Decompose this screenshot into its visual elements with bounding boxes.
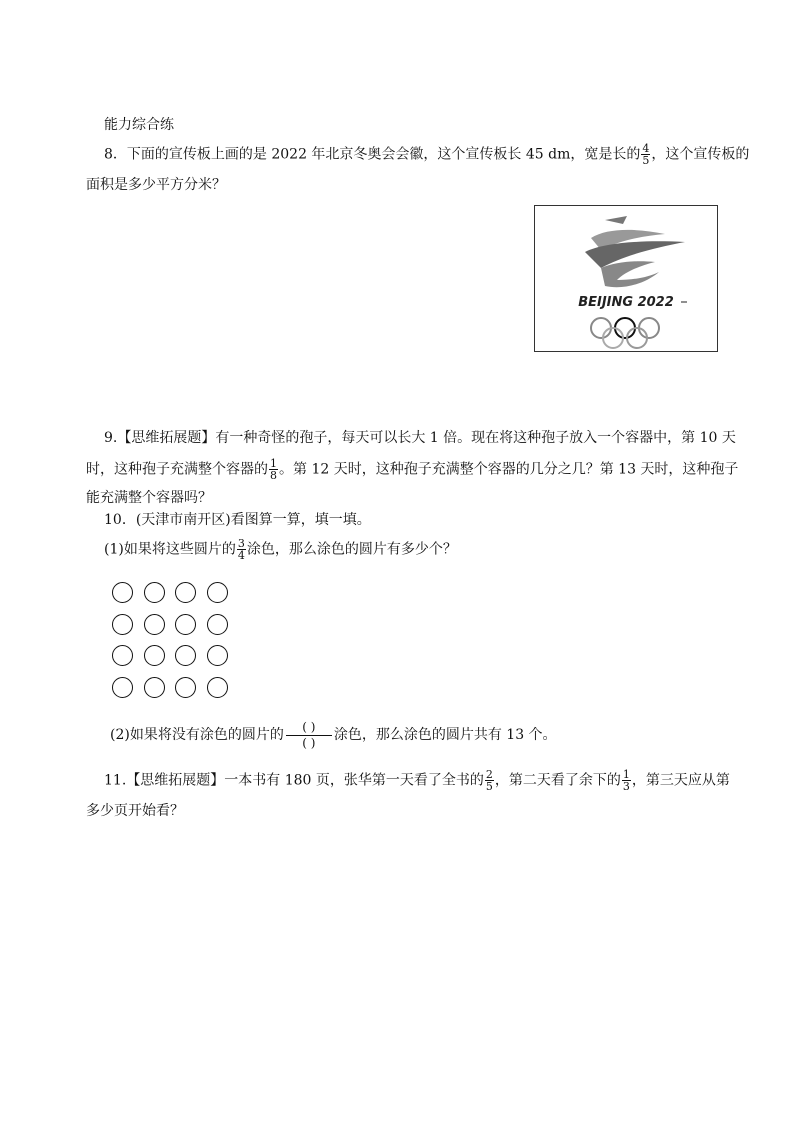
q8-text-b: ，这个宣传板的	[651, 146, 750, 163]
q9-line1: 9.【思维拓展题】有一种奇怪的孢子，每天可以长大 1 倍。现在将这种孢子放入一个容器中，第 10 天	[104, 430, 736, 446]
q9-fraction	[269, 458, 278, 481]
q10-part1-text-a: (1)如果将这些圆片的	[104, 541, 236, 558]
q9-frac-num: 1	[270, 457, 277, 470]
blank-denominator[interactable]: ( )	[302, 735, 316, 750]
q8-frac-num: 4	[642, 142, 650, 155]
q9-frac-den: 8	[270, 469, 277, 482]
q11-fraction-1	[485, 769, 494, 792]
q8-frac-den: 5	[642, 154, 650, 167]
q9-line2	[86, 458, 738, 481]
q8-line2: 面积是多少平方分米？	[86, 177, 226, 193]
q10-part1-fraction	[237, 538, 246, 561]
q11-text-c: ，第三天应从第	[631, 772, 730, 789]
q11-frac1-den: 5	[485, 780, 493, 793]
circle-disc	[207, 645, 228, 666]
q10-part2-text-a: (2)如果将没有涂色的圆片的	[110, 727, 284, 743]
circle-disc	[144, 677, 165, 698]
q8-line1	[104, 143, 749, 166]
q11-frac1-num: 2	[485, 768, 493, 781]
q10-title: 10．(天津市南开区)看图算一算，填一填。	[104, 512, 371, 528]
beijing-2022-emblem-icon	[535, 206, 717, 351]
q11-line2: 多少页开始看？	[86, 803, 184, 819]
q9-line3: 能充满整个容器吗？	[86, 490, 212, 506]
circle-disc	[144, 645, 165, 666]
q10-part2-text-b: 涂色，那么涂色的圆片共有 13 个。	[333, 727, 557, 743]
circle-disc	[207, 614, 228, 635]
q9-text-a: 时，这种孢子充满整个容器的	[86, 461, 268, 478]
circle-disc	[112, 677, 133, 698]
circle-disc	[112, 582, 133, 603]
q11-frac2-den: 3	[622, 780, 630, 793]
q11-line1	[104, 769, 730, 792]
circle-disc	[207, 677, 228, 698]
q10-frac-den: 4	[237, 549, 245, 562]
q10-part1	[104, 538, 457, 561]
q11-fraction-2	[622, 769, 631, 792]
circle-disc	[175, 677, 196, 698]
q11-text-a: 11.【思维拓展题】一本书有 180 页，张华第一天看了全书的	[104, 772, 484, 789]
circle-disc	[175, 614, 196, 635]
q8-fraction	[641, 143, 650, 166]
q11-text-b: ，第二天看了余下的	[494, 772, 621, 789]
section-title: 能力综合练	[104, 117, 174, 133]
circle-disc	[175, 582, 196, 603]
beijing-2022-wordmark: BEIJING 2022	[578, 295, 674, 310]
q8-text-a: 8．下面的宣传板上画的是 2022 年北京冬奥会会徽，这个宣传板长 45 dm，宽是长的	[104, 146, 641, 163]
circle-disc	[144, 614, 165, 635]
beijing-2022-logo-board	[534, 205, 718, 352]
q10-part2	[110, 718, 557, 752]
circle-disc	[175, 645, 196, 666]
blank-numerator[interactable]: ( )	[286, 720, 332, 736]
circle-disc	[112, 614, 133, 635]
blank-fraction[interactable]	[286, 720, 332, 751]
q10-frac-num: 3	[237, 537, 245, 550]
q11-frac2-num: 1	[622, 768, 630, 781]
circle-disc	[144, 582, 165, 603]
circle-disc	[112, 645, 133, 666]
q10-part1-text-b: 涂色，那么涂色的圆片有多少个？	[246, 541, 457, 558]
circle-disc	[207, 582, 228, 603]
q9-text-b: 。第 12 天时，这种孢子充满整个容器的几分之几？第 13 天时，这种孢子	[279, 461, 739, 478]
